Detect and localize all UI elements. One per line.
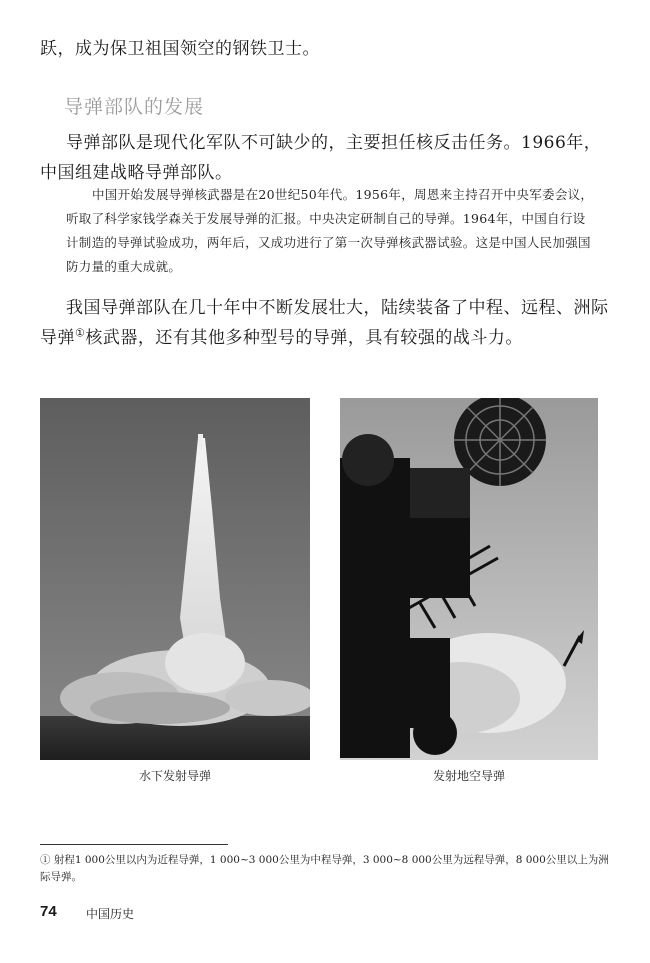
footnote-divider (40, 844, 228, 845)
book-title: 中国历史 (86, 907, 135, 921)
footnote-reference[interactable]: ① (75, 326, 86, 340)
paragraph-2-after: 核武器，还有其他多种型号的导弹，具有较强的战斗力。 (85, 328, 523, 348)
paragraph-1: 导弹部队是现代化军队不可缺少的，主要担任核反击任务。1966年，中国组建战略导弹部队。 (40, 133, 602, 183)
caption-right: 发射地空导弹 (432, 769, 505, 783)
paragraph-2 (40, 293, 612, 353)
boxed-text: 中国开始发展导弹核武器是在20世纪50年代。1956年，周恩来主持召开中央军委会议，听取了科学家钱学森关于发展导弹的汇报。中央决定研制自己的导弹。1964年，中国自行设计制造的导弹试验成功，两年后，又成功进行了第一次导弹核武器试验。这是中国人民加强国防力量的重大成就。 (66, 187, 594, 274)
paragraph-2-before: 我国导弹部队在几十年中不断发展壮大，陆续装备了中程、远程、洲际导弹 (40, 298, 609, 348)
caption-left: 水下发射导弹 (138, 769, 211, 783)
section-heading: 导弹部队的发展 (64, 96, 205, 118)
page-number: 74 (40, 903, 57, 920)
footnote-text: ① 射程1 000公里以内为近程导弹，1 000~3 000公里为中程导弹，3 000~8 000公里为远程导弹，8 000公里以上为洲际导弹。 (40, 854, 609, 883)
photo-underwater-launch (40, 398, 310, 760)
continuation-text: 跃，成为保卫祖国领空的钢铁卫士。 (40, 39, 320, 59)
photo-sam-launch (340, 398, 598, 760)
